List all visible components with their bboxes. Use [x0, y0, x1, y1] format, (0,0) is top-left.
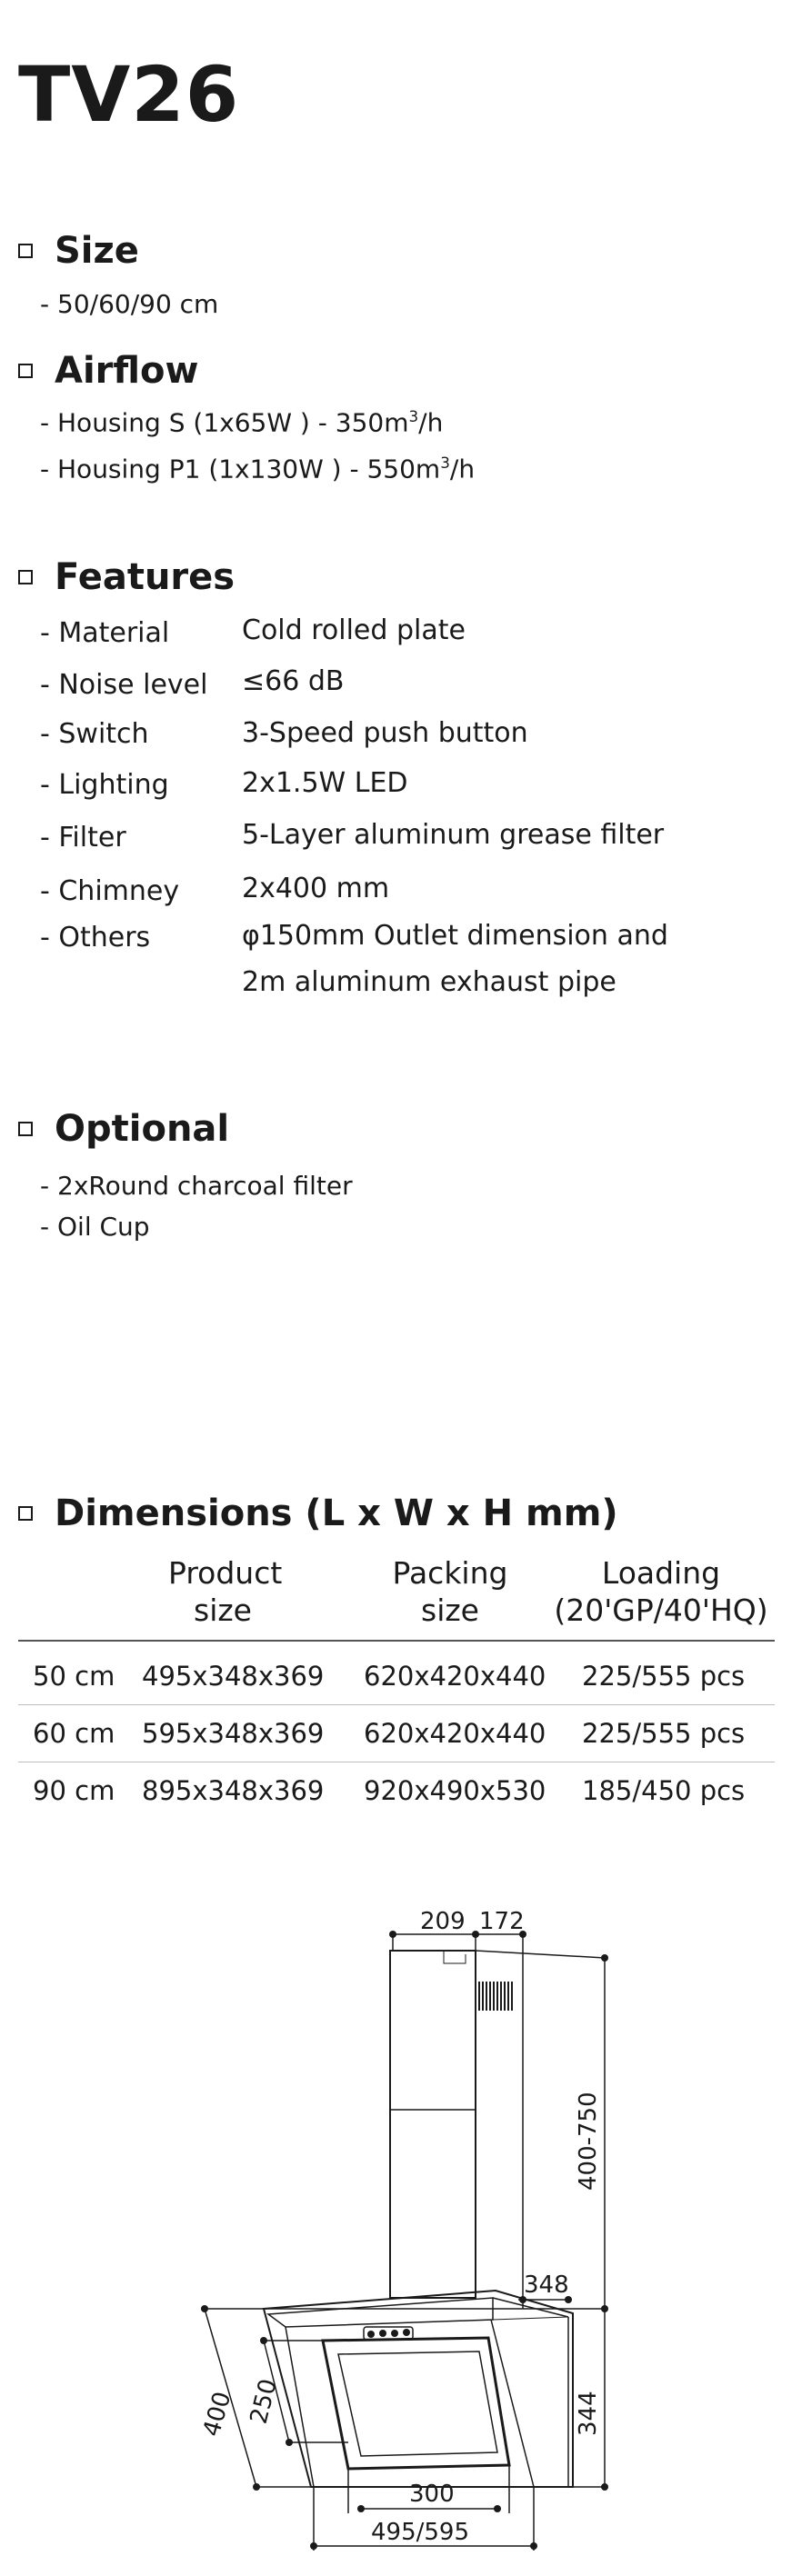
dimension-lines [205, 1934, 605, 2551]
row-size-cell: 60 cm [33, 1718, 115, 1749]
vent-slots-icon [479, 1982, 512, 2011]
product-size-cell: 895x348x369 [142, 1775, 325, 1806]
feature-label: - Switch [40, 718, 149, 750]
feature-value: φ150mm Outlet dimension and [242, 920, 668, 952]
packing-size-cell: 620x420x440 [364, 1718, 546, 1749]
loading-cell: 225/555 pcs [582, 1718, 746, 1749]
feature-value: 5-Layer aluminum grease filter [242, 819, 665, 851]
section-airflow-title: Airflow [55, 350, 199, 392]
packing-size-cell: 620x420x440 [364, 1661, 546, 1692]
product-size-cell: 595x348x369 [142, 1718, 325, 1749]
feature-value: 3-Speed push button [242, 717, 528, 749]
column-header-packing-size: Packing size [392, 1555, 508, 1629]
airflow-item: - Housing S (1x65W ) - $350m^3/h$ [40, 407, 444, 438]
size-value: - 50/60/90 cm [40, 289, 219, 319]
hood-body [264, 2291, 573, 2487]
feature-value-continued: 2m aluminum exhaust pipe [242, 966, 617, 998]
feature-label: - Material [40, 617, 170, 649]
push-buttons [367, 2329, 410, 2338]
dim-label-total-width: 495/595 [371, 2519, 470, 2546]
section-dimensions-title: Dimensions (L x W x H mm) [55, 1493, 618, 1534]
section-features-title: Features [55, 556, 236, 598]
optional-item: - Oil Cup [40, 1212, 150, 1242]
dim-label-chimney-height: 400-750 [575, 2092, 602, 2191]
dim-label-top-right: 172 [479, 1908, 525, 1935]
glass-panel [323, 2338, 509, 2469]
airflow-item: - Housing P1 (1x130W ) - $550m^3/h$ [40, 454, 476, 484]
feature-value: 2x1.5W LED [242, 767, 408, 799]
feature-label: - Filter [40, 822, 126, 854]
row-size-cell: 90 cm [33, 1775, 115, 1806]
section-size-title: Size [55, 230, 139, 272]
dim-label-top-left: 209 [420, 1908, 466, 1935]
dim-label-inner-width: 300 [409, 2481, 455, 2508]
feature-label: - Noise level [40, 669, 208, 701]
column-header-product-size: Product size [168, 1555, 283, 1629]
feature-label: - Lighting [40, 769, 169, 801]
feature-label: - Others [40, 922, 151, 954]
packing-size-cell: 920x490x530 [364, 1775, 546, 1806]
loading-cell: 185/450 pcs [582, 1775, 746, 1806]
section-optional-title: Optional [55, 1108, 230, 1150]
chimney [390, 1951, 476, 2298]
product-size-cell: 495x348x369 [142, 1661, 325, 1692]
dim-label-glass-depth: 250 [245, 2376, 283, 2427]
feature-value: ≤66 dB [242, 665, 345, 697]
feature-value: Cold rolled plate [242, 614, 466, 646]
dim-label-body-height: 344 [575, 2391, 602, 2436]
row-size-cell: 50 cm [33, 1661, 115, 1692]
feature-label: - Chimney [40, 875, 180, 907]
optional-item: - 2xRound charcoal filter [40, 1171, 353, 1201]
dimension-dots [201, 1931, 608, 2550]
dim-label-side-depth: 400 [197, 2388, 237, 2440]
column-header-loading: Loading (20'GP/40'HQ) [554, 1555, 768, 1629]
product-title: TV26 [18, 50, 240, 139]
loading-cell: 225/555 pcs [582, 1661, 746, 1692]
dim-label-depth: 348 [524, 2271, 569, 2299]
feature-value: 2x400 mm [242, 873, 390, 904]
